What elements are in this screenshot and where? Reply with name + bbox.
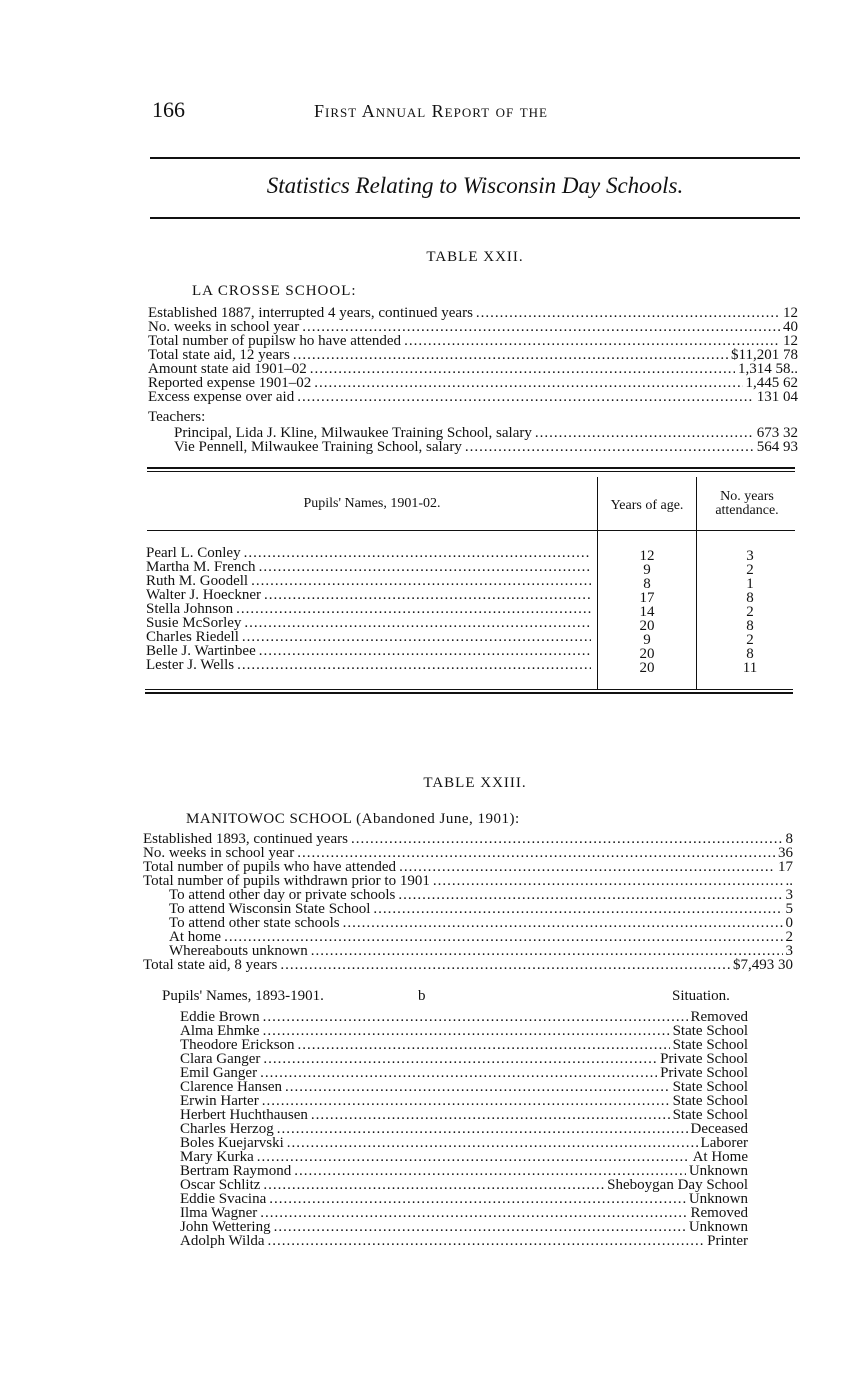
pupil-attendance: 8 — [746, 618, 754, 634]
list-item: To attend Wisconsin State School ..... 5 — [169, 902, 793, 916]
table22-col-age-header: Years of age. — [610, 498, 684, 513]
table-row: Alma Ehmke ..... State School — [180, 1024, 748, 1038]
list-item: To attend other state schools ..... 0 — [169, 916, 793, 930]
section-title: Statistics Relating to Wisconsin Day Schools. — [266, 173, 684, 198]
list-item: To attend other day or private schools ..... 3 — [169, 888, 793, 902]
table-row: Clara Ganger ..... Private School — [180, 1052, 748, 1066]
pupil-attendance: 8 — [746, 646, 754, 662]
list-item: Total number of pupils who have attended ..... 17 — [143, 860, 793, 874]
table-row: John Wettering ..... Unknown — [180, 1220, 748, 1234]
pupil-age: 8 — [643, 576, 651, 592]
pupil-age: 20 — [639, 618, 655, 634]
list-item: Reported expense 1901–02 ..... 1,445 62 — [148, 376, 798, 390]
pupil-name: Ruth M. Goodell — [146, 573, 249, 589]
pupil-age: 12 — [639, 548, 655, 564]
list-item: Principal, Lida J. Kline, Milwaukee Training School, salary ..... 673 32 — [174, 426, 798, 440]
table23-situation-header: Situation. — [672, 988, 730, 1004]
pupil-name: Stella Johnson — [146, 601, 234, 617]
pupil-name: Pearl L. Conley — [146, 545, 241, 561]
page-number: 166 — [152, 97, 185, 122]
table22-title: TABLE XXII. — [426, 249, 524, 265]
pupil-attendance: 11 — [742, 660, 758, 676]
table-row: Mary Kurka ..... At Home — [180, 1150, 748, 1164]
pupil-name: Walter J. Hoeckner — [146, 587, 261, 603]
table23-pupils-header: Pupils' Names, 1893-1901. — [162, 988, 324, 1004]
table-row: Adolph Wilda ..... Printer — [180, 1234, 748, 1248]
pupil-attendance: 2 — [746, 604, 754, 620]
table-row: Theodore Erickson ..... State School — [180, 1038, 748, 1052]
list-item: Total state aid, 8 years ..... $7,493 30 — [143, 958, 793, 972]
list-item: At home ..... 2 — [169, 930, 793, 944]
pupil-age: 9 — [643, 562, 651, 578]
pupil-name: Lester J. Wells — [146, 657, 235, 673]
header-rule-top — [150, 157, 800, 159]
table-row: Eddie Brown ..... Removed — [180, 1010, 748, 1024]
table-row: Clarence Hansen ..... State School — [180, 1080, 748, 1094]
table22-col-name-header: Pupils' Names, 1901-02. — [303, 496, 441, 511]
list-item: Amount state aid 1901–02 ..... 1,314 58.. — [148, 362, 798, 376]
pupil-attendance: 1 — [746, 576, 754, 592]
table-row: Boles Kuejarvski ..... Laborer — [180, 1136, 748, 1150]
pupil-age: 14 — [639, 604, 655, 620]
table-row: Charles Herzog ..... Deceased — [180, 1122, 748, 1136]
table-row: Emil Ganger ..... Private School — [180, 1066, 748, 1080]
table23-school: MANITOWOC SCHOOL (Abandoned June, 1901): — [186, 811, 520, 827]
table22-rule-bottom — [145, 689, 793, 690]
list-item: Excess expense over aid ..... 131 04 — [148, 390, 798, 404]
pupil-name: Charles Riedell — [146, 629, 239, 645]
list-item: Total number of pupilsw ho have attended ..... 12 — [148, 334, 798, 348]
table-row: Ilma Wagner ..... Removed — [180, 1206, 748, 1220]
table22-rule-bottom2 — [145, 692, 793, 694]
table22-school: LA CROSSE SCHOOL: — [192, 283, 357, 299]
list-item: Established 1893, continued years ..... 8 — [143, 832, 793, 846]
pupil-age: 20 — [639, 660, 655, 676]
header-rule-bottom — [150, 217, 800, 219]
table22-rule-top2 — [147, 471, 795, 472]
pupil-age: 20 — [639, 646, 655, 662]
teachers-label: Teachers: — [148, 409, 206, 425]
pupil-name: Belle J. Wartinbee — [146, 643, 256, 659]
pupil-attendance: 8 — [746, 590, 754, 606]
stray-mark: b — [418, 988, 426, 1004]
table-row: Eddie Svacina ..... Unknown — [180, 1192, 748, 1206]
list-item: Established 1887, interrupted 4 years, continued years ..... 12 — [148, 306, 798, 320]
pupil-age: 17 — [639, 590, 655, 606]
table-row: Oscar Schlitz ..... Sheboygan Day School — [180, 1178, 748, 1192]
list-item: Total state aid, 12 years ..... $11,201 78 — [148, 348, 798, 362]
table23-title: TABLE XXIII. — [423, 775, 527, 791]
running-title: First Annual Report of the — [314, 101, 548, 121]
pupil-attendance: 3 — [746, 548, 754, 564]
list-item: Vie Pennell, Milwaukee Training School, salary ..... 564 93 — [174, 440, 798, 454]
table22-vline-2 — [696, 477, 697, 690]
pupil-age: 9 — [643, 632, 651, 648]
list-item: Whereabouts unknown ..... 3 — [169, 944, 793, 958]
list-item: No. weeks in school year ..... 40 — [148, 320, 798, 334]
table22-header-rule — [147, 530, 795, 531]
table-row: Herbert Huchthausen ..... State School — [180, 1108, 748, 1122]
pupil-attendance: 2 — [746, 562, 754, 578]
table-row: Erwin Harter ..... State School — [180, 1094, 748, 1108]
table22-rule-top — [147, 467, 795, 469]
pupil-name: Susie McSorley — [146, 615, 242, 631]
table22-col-attendance-header: No. years attendance. — [715, 489, 779, 518]
pupil-attendance: 2 — [746, 632, 754, 648]
list-item: Total number of pupils withdrawn prior to 1901 ..... .. — [143, 874, 793, 888]
list-item: No. weeks in school year ..... 36 — [143, 846, 793, 860]
pupil-name: Martha M. French — [146, 559, 256, 575]
table-row: Bertram Raymond ..... Unknown — [180, 1164, 748, 1178]
